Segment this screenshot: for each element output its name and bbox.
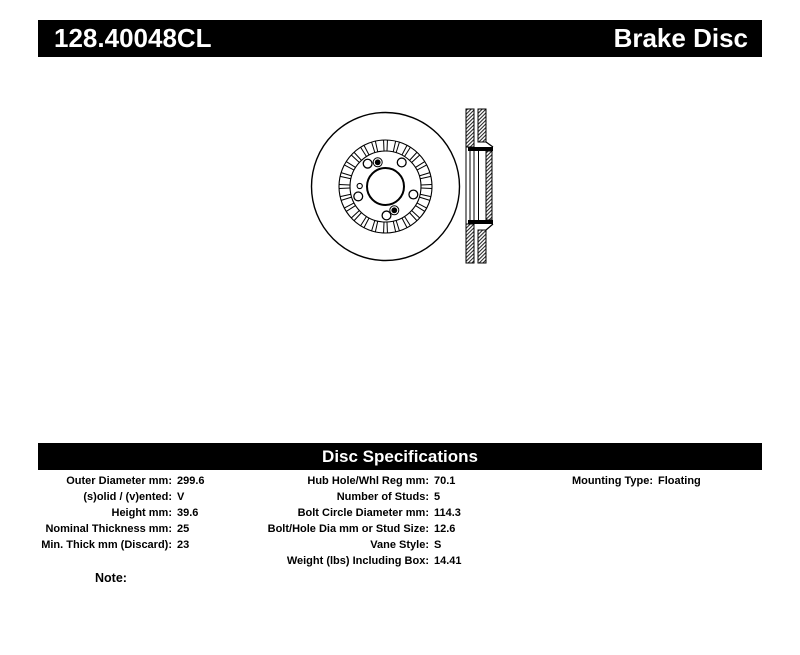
spec-value: 114.3 [434,507,461,519]
spec-value: 12.6 [434,523,456,535]
spec-label: Height mm: [111,507,172,519]
spec-section-title-text: Disc Specifications [322,446,478,466]
spec-row [538,473,762,489]
spec-label: Outer Diameter mm: [66,475,172,487]
spec-section-title [38,443,762,470]
spec-value: 5 [434,491,441,503]
disc-front-view [312,113,460,261]
spec-column-mounting [538,473,762,489]
disc-side-cross-section-view [466,109,493,263]
spec-label: Min. Thick mm (Discard): [41,539,172,551]
spec-row [38,537,253,553]
spec-value: 39.6 [177,507,199,519]
spec-label: Number of Studs: [336,491,429,503]
product-type-title: Brake Disc [613,23,748,53]
spec-row [38,473,253,489]
spec-label: Weight (lbs) Including Box: [286,555,429,567]
spec-value: 70.1 [434,475,456,487]
spec-value: V [177,491,185,503]
brake-disc-drawing [296,96,508,274]
spec-value: 23 [177,539,190,551]
spec-row [253,473,538,489]
spec-row [253,521,538,537]
spec-label: Hub Hole/Whl Reg mm: [307,475,429,487]
spec-row [38,521,253,537]
spec-label: Vane Style: [370,539,429,551]
spec-row [38,489,253,505]
spec-row [253,505,538,521]
spec-column-hub-studs [253,473,538,569]
spec-value: 25 [177,523,190,535]
part-number: 128.40048CL [54,23,212,53]
spec-label: Bolt/Hole Dia mm or Stud Size: [267,523,429,535]
spec-label: Mounting Type: [571,475,653,487]
spec-row [253,537,538,553]
spec-column-dimensions [38,473,253,553]
header-bar [38,20,762,57]
spec-row [38,505,253,521]
spec-label: Nominal Thickness mm: [45,523,172,535]
note-label: Note: [95,571,127,585]
spec-label: (s)olid / (v)ented: [83,491,172,503]
spec-value: S [434,539,442,551]
brake-disc-technical-drawing [296,96,508,274]
spec-value: Floating [658,475,701,487]
spec-value: 299.6 [177,475,205,487]
spec-value: 14.41 [434,555,462,567]
spec-row [253,489,538,505]
spec-label: Bolt Circle Diameter mm: [297,507,429,519]
spec-row [253,553,538,569]
